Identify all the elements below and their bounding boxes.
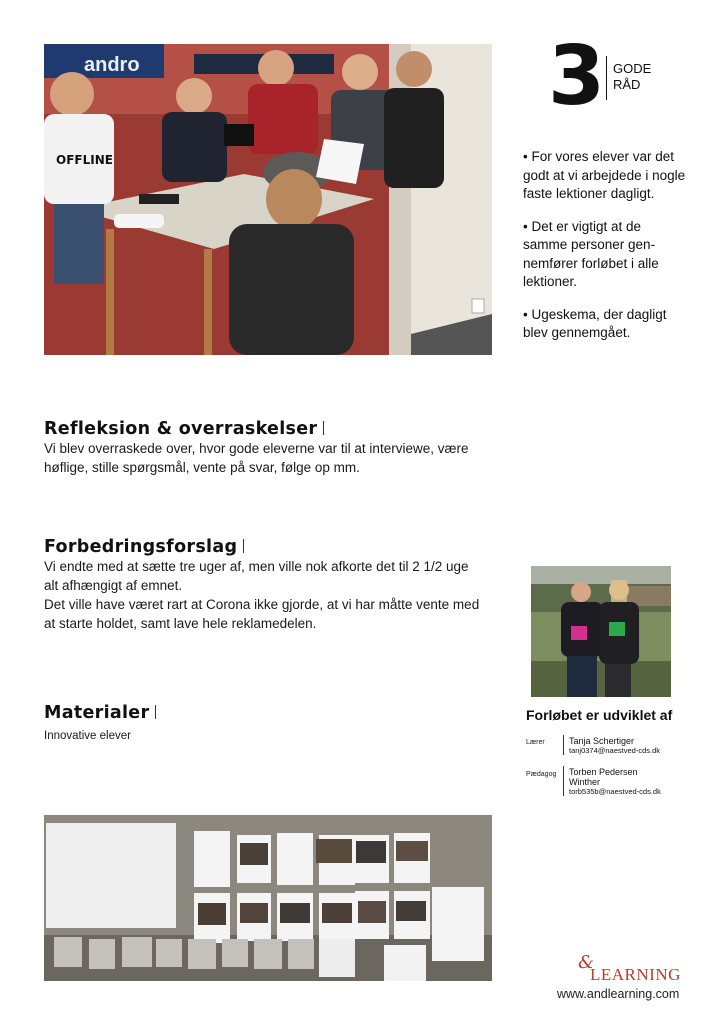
- person-info: [569, 736, 660, 755]
- tips-number: 3: [548, 29, 604, 124]
- tips-title-line1: GODE: [613, 61, 652, 76]
- body-line: at starte holdet, samt lave hele reklamedelen.: [44, 616, 317, 631]
- body-line: Vi endte med at sætte tre uger af, men ville nok afkorte det til 2 1/2 uge: [44, 559, 469, 574]
- tips-list: [523, 148, 688, 357]
- person-role: Lærer: [526, 739, 545, 746]
- section-body: [44, 439, 494, 477]
- section-heading: [44, 419, 324, 439]
- banner-text: andro: [84, 54, 140, 76]
- person-name: Tanja Schertiger: [569, 736, 635, 746]
- website-url: www.andlearning.com: [557, 987, 680, 1001]
- section-body: [44, 557, 494, 633]
- section-title: Forbedringsforslag: [44, 537, 238, 557]
- logo-ampersand: &: [578, 952, 595, 973]
- andlearning-logo: [578, 952, 682, 984]
- body-line: alt afhængigt af emnet.: [44, 578, 183, 593]
- person-name: Torben Pedersen: [569, 767, 638, 777]
- tips-title-line2: RÅD: [613, 77, 641, 92]
- classroom-photo: [44, 44, 492, 355]
- shirt-text: OFFLINE: [56, 153, 113, 167]
- section-title: Materialer: [44, 703, 150, 723]
- tip-item: • Det er vigtigt at de samme personer gen-nemfører forløbet i alle lektioner.: [523, 218, 659, 289]
- tips-divider: [606, 56, 607, 100]
- body-line: Det ville have været rart at Corona ikke gjorde, at vi har måtte vente med: [44, 597, 480, 612]
- section-body: [44, 727, 131, 746]
- tips-title: [613, 61, 673, 93]
- credits-heading: Forløbet er udviklet af: [526, 707, 673, 723]
- body-line: Vi blev overraskede over, hvor gode eleverne var til at interviewe, være: [44, 441, 469, 456]
- body-line: høflige, stille spørgsmål, vente på svar, følge op mm.: [44, 460, 360, 475]
- person-info: [569, 767, 661, 796]
- person-email: tanj0374@naestved-cds.dk: [569, 746, 661, 755]
- person-name: Winther: [569, 777, 601, 787]
- heading-divider: [323, 421, 324, 435]
- section-title: Refleksion & overraskelser: [44, 419, 318, 439]
- heading-divider: [243, 539, 244, 553]
- credit-divider: [563, 735, 564, 755]
- person-email: torb535b@naestved-cds.dk: [569, 787, 661, 796]
- section-heading: [44, 703, 156, 723]
- credit-divider: [563, 766, 564, 796]
- team-photo: [531, 566, 671, 697]
- logo-text: LEARNING: [590, 965, 681, 984]
- section-heading: [44, 537, 244, 557]
- heading-divider: [155, 705, 156, 719]
- wall-photo: [44, 815, 492, 981]
- person-role: Pædagog: [526, 771, 557, 778]
- tip-item: • For vores elever var det godt at vi arbejdede i nogle faste lektioner dagligt.: [523, 149, 686, 201]
- tip-item: • Ugeskema, der dagligt blev gennemgået.: [523, 306, 667, 340]
- body-line: Innovative elever: [44, 730, 131, 742]
